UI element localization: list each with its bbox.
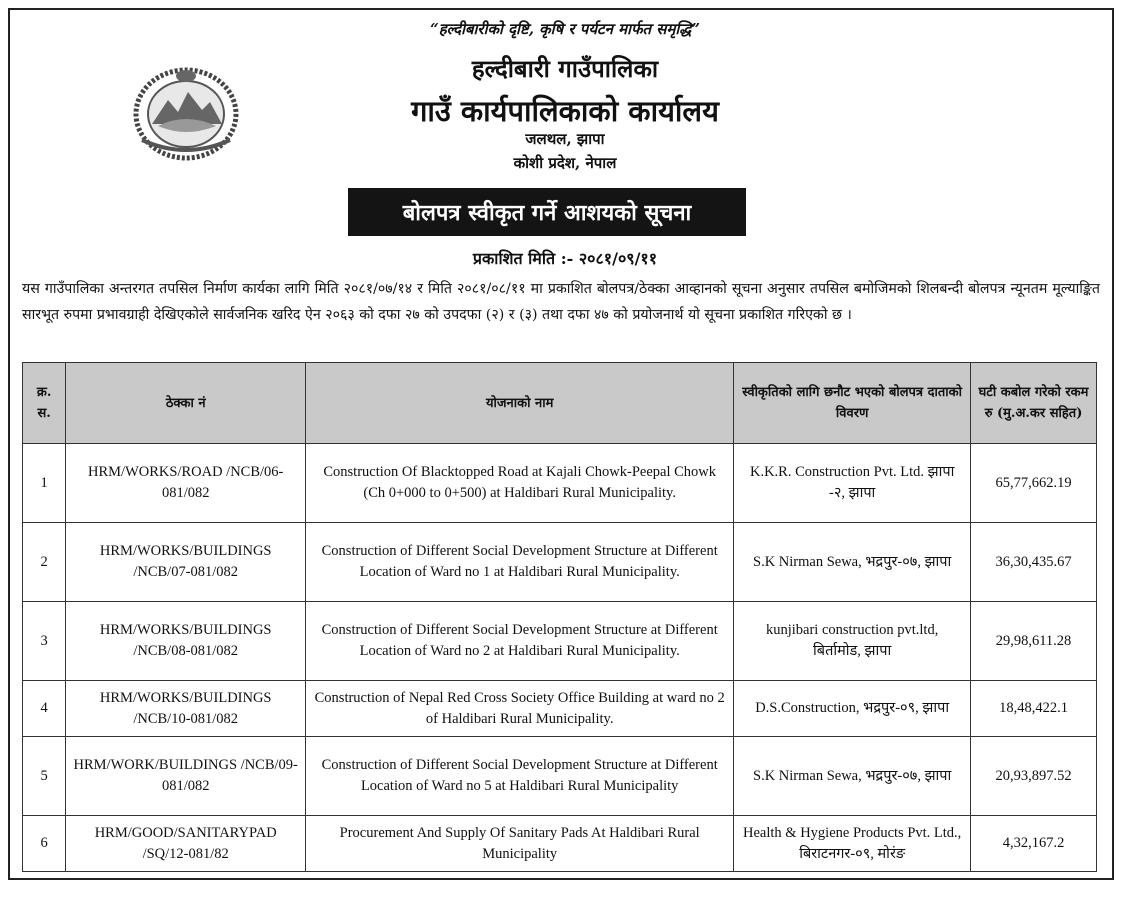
header-amount: घटी कबोल गरेको रकम रु (मु.अ.कर सहित) bbox=[971, 363, 1097, 444]
table-row bbox=[23, 681, 1097, 737]
header-bidder: स्वीकृतिको लागि छनौट भएको बोलपत्र दाताको विवरण bbox=[734, 363, 971, 444]
municipality-name: हल्दीबारी गाउँपालिका bbox=[471, 54, 659, 83]
cell-project-name: Construction Of Blacktopped Road at Kajali Chowk-Peepal Chowk (Ch 0+000 to 0+500) at Haldibari Rural Municipality. bbox=[306, 444, 734, 523]
cell-project-name: Construction of Different Social Development Structure at Different Location of Ward no 1 at Haldibari Rural Municipality. bbox=[306, 523, 734, 602]
cell-contract-no: HRM/WORK/BUILDINGS /NCB/09-081/082 bbox=[66, 737, 306, 816]
cell-amount: 36,30,435.67 bbox=[971, 523, 1097, 602]
cell-sn: 1 bbox=[23, 444, 66, 523]
notice-intro: यस गाउँपालिका अन्तरगत तपसिल निर्माण कार्यका लागि मिति २०८१/०७/१४ र मिति २०८१/०८/११ मा प्रकाशित बोलपत्र/ठेक्का आव्हानको सूचना अनुसार तपसिल बमोजिमको शिलबन्दी बोलपत्र न्यूनतम मूल्याङ्कित सारभूत रुपमा प्रभावग्राही देखिएकोले सार्वजनिक खरिद ऐन २०६३ को दफा २७ को उपदफा (२) र (३) तथा दफा ४७ को प्रयोजनार्थ यो सूचना प्रकाशित गरिएको छ । bbox=[22, 281, 1100, 323]
table-row bbox=[23, 444, 1097, 523]
table-row bbox=[23, 737, 1097, 816]
cell-sn: 3 bbox=[23, 602, 66, 681]
published-date: प्रकाशित मिति :- २०८१/०९/११ bbox=[472, 249, 658, 268]
header-contract-no: ठेक्का नं bbox=[66, 363, 306, 444]
cell-amount: 4,32,167.2 bbox=[971, 816, 1097, 872]
cell-project-name: Construction of Different Social Development Structure at Different Location of Ward no 5 at Haldibari Rural Municipality bbox=[306, 737, 734, 816]
cell-bidder: S.K Nirman Sewa, भद्रपुर-०७, झापा bbox=[734, 523, 971, 602]
cell-amount: 18,48,422.1 bbox=[971, 681, 1097, 737]
table-row bbox=[23, 602, 1097, 681]
cell-sn: 6 bbox=[23, 816, 66, 872]
cell-bidder: K.K.R. Construction Pvt. Ltd. झापा -२, झापा bbox=[734, 444, 971, 523]
table-header-row bbox=[23, 363, 1097, 444]
cell-amount: 65,77,662.19 bbox=[971, 444, 1097, 523]
office-name: गाउँ कार्यपालिकाको कार्यालय bbox=[411, 94, 719, 128]
table-row bbox=[23, 816, 1097, 872]
cell-sn: 2 bbox=[23, 523, 66, 602]
cell-bidder: S.K Nirman Sewa, भद्रपुर-०७, झापा bbox=[734, 737, 971, 816]
cell-project-name: Procurement And Supply Of Sanitary Pads At Haldibari Rural Municipality bbox=[306, 816, 734, 872]
cell-amount: 20,93,897.52 bbox=[971, 737, 1097, 816]
cell-bidder: D.S.Construction, भद्रपुर-०९, झापा bbox=[734, 681, 971, 737]
table-row bbox=[23, 523, 1097, 602]
header-project-name: योजनाको नाम bbox=[306, 363, 734, 444]
cell-project-name: Construction of Different Social Development Structure at Different Location of Ward no 2 at Haldibari Rural Municipality. bbox=[306, 602, 734, 681]
cell-contract-no: HRM/GOOD/SANITARYPAD /SQ/12-081/82 bbox=[66, 816, 306, 872]
cell-bidder: Health & Hygiene Products Pvt. Ltd., बिराटनगर-०९, मोरंङ bbox=[734, 816, 971, 872]
bid-table bbox=[22, 362, 1097, 872]
address-line-2: कोशी प्रदेश, नेपाल bbox=[513, 154, 617, 172]
cell-bidder: kunjibari construction pvt.ltd, बिर्तामोड, झापा bbox=[734, 602, 971, 681]
cell-sn: 4 bbox=[23, 681, 66, 737]
cell-contract-no: HRM/WORKS/ROAD /NCB/06-081/082 bbox=[66, 444, 306, 523]
cell-sn: 5 bbox=[23, 737, 66, 816]
slogan: “हल्दीबारीको दृष्टि, कृषि र पर्यटन मार्फत समृद्धि” bbox=[430, 20, 700, 38]
address-line-1: जलथल, झापा bbox=[525, 130, 605, 148]
cell-contract-no: HRM/WORKS/BUILDINGS /NCB/10-081/082 bbox=[66, 681, 306, 737]
cell-contract-no: HRM/WORKS/BUILDINGS /NCB/08-081/082 bbox=[66, 602, 306, 681]
header-sn: क्र. स. bbox=[23, 363, 66, 444]
cell-contract-no: HRM/WORKS/BUILDINGS /NCB/07-081/082 bbox=[66, 523, 306, 602]
cell-amount: 29,98,611.28 bbox=[971, 602, 1097, 681]
cell-project-name: Construction of Nepal Red Cross Society Office Building at ward no 2 of Haldibari Rural Municipality. bbox=[306, 681, 734, 737]
notice-title: बोलपत्र स्वीकृत गर्ने आशयको सूचना bbox=[348, 188, 746, 236]
